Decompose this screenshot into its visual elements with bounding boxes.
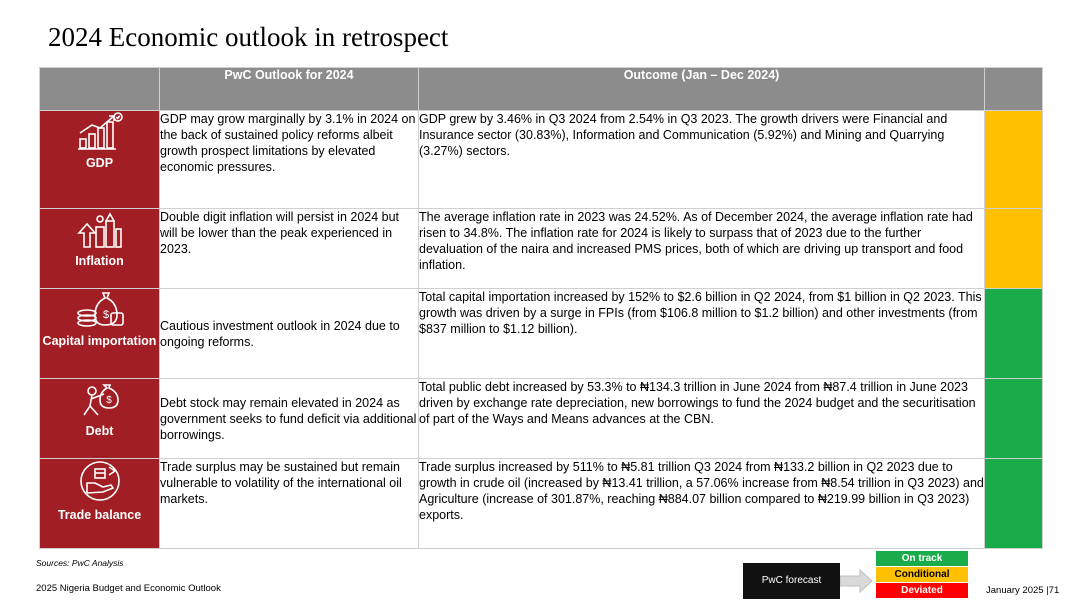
outcome-cell-debt: Total public debt increased by 53.3% to ₦134.3 trillion in June 2024 from ₦87.4 trillion in June 2023 driven by exchange rate depreciation, new borrowings to fund the 2024 budget and the securitisation of part of the Ways and Means advances at the CBN. <box>419 379 985 459</box>
category-cell-gdp <box>40 111 160 209</box>
bar-growth-icon <box>76 111 124 151</box>
outcome-cell-inflation: The average inflation rate in 2023 was 24.52%. As of December 2024, the average inflation rate had risen to 34.8%. The inflation rate for 2024 is likely to surpass that of 2023 due to the further devaluation of the naira and increased PMS prices, both of which are driving up transport and food inflation. <box>419 209 985 289</box>
category-label-gdp: GDP <box>85 156 114 170</box>
category-label-debt: Debt <box>85 424 114 438</box>
table-row-inflation <box>40 209 1043 289</box>
category-cell-debt <box>40 379 160 459</box>
outcome-cell-gdp: GDP grew by 3.46% in Q3 2024 from 2.54% in Q3 2023. The growth drivers were Financial and Insurance sector (30.83%), Information and Communication (5.92%) and Mining and Quarrying (3.27%) sectors. <box>419 111 985 209</box>
table-row-debt <box>40 379 1043 459</box>
outlook-cell-trade-balance: Trade surplus may be sustained but remain vulnerable to volatility of the international oil markets. <box>160 459 419 549</box>
status-cell-capital-importation <box>985 289 1043 379</box>
table-row-gdp <box>40 111 1043 209</box>
trade-hand-icon <box>75 459 125 503</box>
header-outcome: Outcome (Jan – Dec 2024) <box>419 68 985 111</box>
table-row-capital-importation <box>40 289 1043 379</box>
footer-right: January 2025 |71 <box>986 585 1060 596</box>
table-row-trade-balance <box>40 459 1043 549</box>
category-label-capital-importation: Capital importation <box>42 334 157 348</box>
category-label-inflation: Inflation <box>75 254 124 268</box>
status-cell-trade-balance <box>985 459 1043 549</box>
category-label-trade-balance: Trade balance <box>57 508 142 522</box>
legend-conditional: Conditional <box>876 567 968 582</box>
page-title: 2024 Economic outlook in retrospect <box>48 22 449 52</box>
category-cell-capital-importation <box>40 289 160 379</box>
outlook-cell-inflation: Double digit inflation will persist in 2024 but will be lower than the peak experienced in 2023. <box>160 209 419 289</box>
outcome-cell-capital-importation: Total capital importation increased by 152% to $2.6 billion in Q2 2024, from $1 billion in Q2 2023. This growth was driven by a surge in FPIs (from $106.8 million to $1.2 billion) and other investments (from $837 million to $1.12 billion). <box>419 289 985 379</box>
status-cell-inflation <box>985 209 1043 289</box>
svg-text:$: $ <box>105 395 112 406</box>
outcome-cell-trade-balance: Trade surplus increased by 511% to ₦5.81 trillion Q3 2024 from ₦133.2 billion in Q2 2023 due to growth in crude oil (increased by ₦13.41 trillion, a 57.06% increase from ₦8.54 trillion in Q3 2023) and Agriculture (increase of 301.87%, reaching ₦884.07 billion compared to ₦219.99 billion in Q3 2023) exports. <box>419 459 985 549</box>
status-cell-debt <box>985 379 1043 459</box>
outlook-cell-capital-importation: Cautious investment outlook in 2024 due to ongoing reforms. <box>160 289 419 379</box>
outlook-cell-debt: Debt stock may remain elevated in 2024 as government seeks to fund deficit via additional borrowings. <box>160 379 419 459</box>
header-outlook: PwC Outlook for 2024 <box>160 68 419 111</box>
money-bag-icon <box>75 289 125 329</box>
outlook-table <box>39 67 1043 549</box>
status-cell-gdp <box>985 111 1043 209</box>
arrow-right-icon <box>840 568 874 594</box>
category-cell-inflation <box>40 209 160 289</box>
legend-deviated: Deviated <box>876 583 968 598</box>
sources-note: Sources: PwC Analysis <box>36 558 124 568</box>
debt-burden-icon <box>76 379 124 419</box>
table-header-row <box>40 68 1043 111</box>
legend-on-track: On track <box>876 551 968 566</box>
footer-left: 2025 Nigeria Budget and Economic Outlook <box>36 583 221 594</box>
header-status-blank <box>985 68 1043 111</box>
pwc-forecast-box: PwC forecast <box>743 563 840 599</box>
svg-text:$: $ <box>102 309 109 321</box>
rising-prices-icon <box>76 209 124 249</box>
category-cell-trade-balance <box>40 459 160 549</box>
outlook-cell-gdp: GDP may grow marginally by 3.1% in 2024 on the back of sustained policy reforms albeit growth prospect limitations by elevated economic pressures. <box>160 111 419 209</box>
header-blank-cell <box>40 68 160 111</box>
